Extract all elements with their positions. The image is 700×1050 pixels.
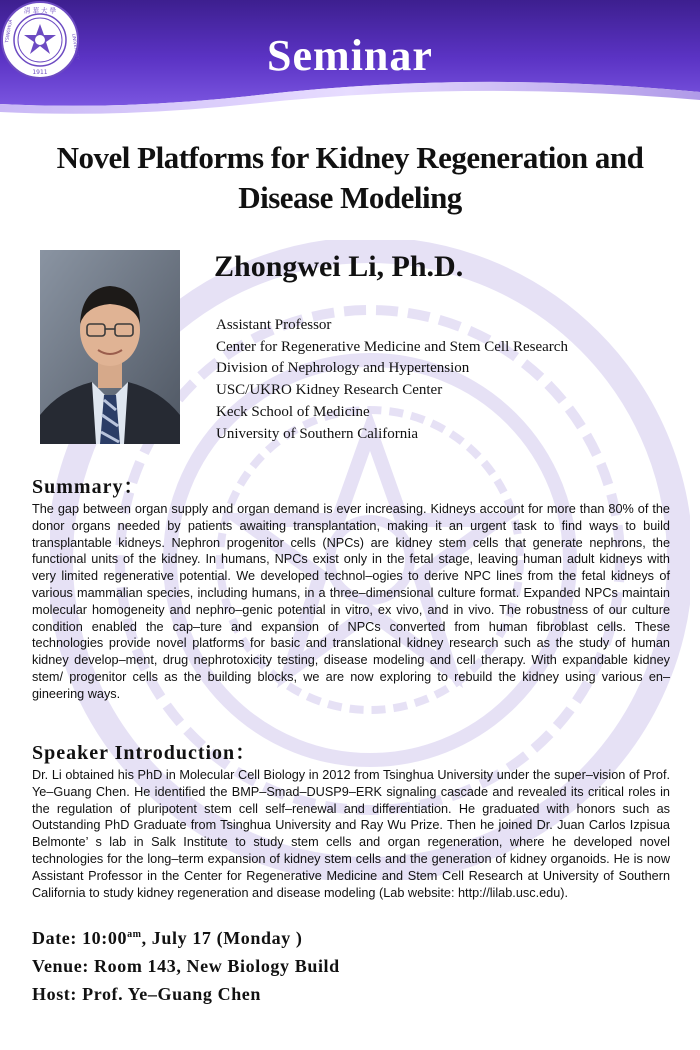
affiliation-item: University of Southern California bbox=[216, 425, 419, 442]
event-host: Host: Prof. Ye–Guang Chen bbox=[32, 984, 262, 1004]
banner-title: Seminar bbox=[267, 31, 433, 80]
affiliation-item: Division of Nephrology and Hypertension bbox=[216, 360, 470, 377]
affiliation-item: Assistant Professor bbox=[216, 317, 332, 333]
event-venue: Venue: Room 143, New Biology Build bbox=[32, 956, 340, 976]
affiliation-item: Center for Regenerative Medicine and Stem Cell Research bbox=[216, 338, 568, 355]
speaker-portrait bbox=[40, 250, 180, 444]
summary-heading-colon: ： bbox=[123, 476, 145, 498]
summary-text: The gap between organ supply and organ demand is ever increasing. Kidneys account for more than 80% of the donor organs needed by patients awaiting transplantation, making it an urgent task to find ways to build transplantable kidneys. Nephron progenitor cells (NPCs) are kidney stem cells that generate nephrons, the functional units of the kidney. In humans, NPCs exist only in the fetal stage, leaving human adult kidneys with very limited regenerative potential. We developed technol–ogies to derive NPC lines from the fetal kidneys of various mammalian species, including humans, in a three–dimensional culture format. Expanded NPCs maintain molecular homogeneity and nephro–genic potential in vitro, ex vivo, and in vivo. The robustness of our culture condition enabled the cap–ture and expansion of NPCs converted from human fibroblast cells. These technologies provide novel platforms for basic and translational kidney research such as the study of human kidney develop–ment, drug nephrotoxicity testing, disease modeling and cell therapy. With expandable kidney stem/ progenitor cells as the building blocks, we are now exploring to rebuild the kidney using various en–gineering ways. bbox=[32, 502, 670, 701]
speaker-name: Zhongwei Li, Ph.D. bbox=[214, 250, 464, 283]
speaker-intro-heading-text: Speaker Introduction bbox=[32, 742, 236, 764]
event-date-label: Date: 10:00 bbox=[32, 928, 128, 948]
header-banner bbox=[0, 0, 700, 118]
speaker-intro-text: Dr. Li obtained his PhD in Molecular Cell Biology in 2012 from Tsinghua University under the super–vision of Prof. Ye–Guang Chen. He identified the BMP–Smad–DUSP9–ERK signaling cascade and revealed its critical roles in the regulation of pluripotent stem cell self–renewal and differentiation. He graduated with honors such as Outstanding PhD Graduate from Tsinghua University and Ray Wu Prize. Then he joined Dr. Juan Carlos Izpisua Belmonte’ s lab in Salk Institute to study stem cells and organ regeneration, where he developed novel technologies for the long–term expansion of kidney stem cells and the generation of kidney organoids. He is now Assistant Professor in the Center for Regenerative Medicine and Stem Cell Research at University of Southern California to study kidney regeneration and disease modeling (Lab website: http://lilab.usc.edu). bbox=[32, 768, 670, 900]
affiliation-item: Keck School of Medicine bbox=[216, 403, 370, 420]
event-date bbox=[32, 928, 303, 949]
svg-text:清 華 大 學: 清 華 大 學 bbox=[23, 6, 57, 15]
speaker-photo bbox=[40, 250, 180, 444]
summary-heading-text: Summary bbox=[32, 476, 124, 498]
speaker-intro-heading-colon: ： bbox=[235, 742, 257, 764]
svg-text:TSINGHUA: TSINGHUA bbox=[5, 19, 15, 44]
speaker-affiliations bbox=[216, 315, 568, 445]
svg-text:UNIVERSITY: UNIVERSITY bbox=[70, 33, 80, 61]
event-date-ampm: am bbox=[127, 929, 142, 940]
talk-title-line-2: Disease Modeling bbox=[238, 180, 462, 215]
talk-title-line-1: Novel Platforms for Kidney Regeneration and bbox=[56, 140, 644, 175]
speaker-intro-heading bbox=[32, 736, 256, 765]
svg-text:1911: 1911 bbox=[32, 69, 48, 76]
summary-heading bbox=[32, 470, 144, 499]
affiliation-item: USC/UKRO Kidney Research Center bbox=[216, 382, 443, 399]
talk-title bbox=[20, 138, 680, 218]
event-date-rest: , July 17 (Monday ) bbox=[141, 928, 303, 948]
